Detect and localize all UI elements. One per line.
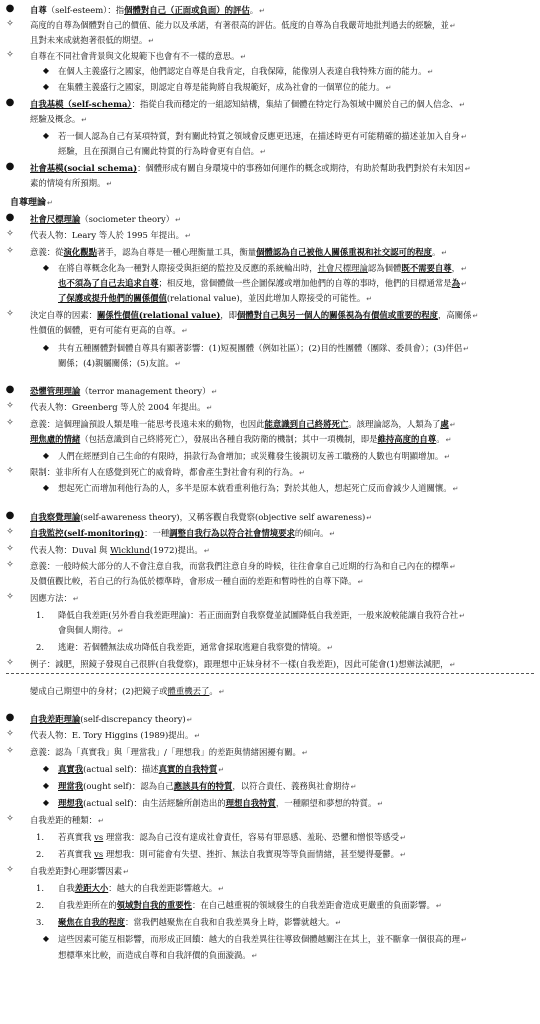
paragraph-mark-icon: ↵ (206, 404, 213, 412)
paragraph-mark-icon: ↵ (81, 116, 88, 124)
text-run: 想起死亡而增加利他行為的人，多半是原本就看重利他行為；對於其他人，想起死亡反而會減少人道關懷。 (58, 483, 452, 493)
text-line (30, 545, 210, 556)
text-line (58, 66, 433, 77)
text-line (30, 528, 335, 539)
paragraph-mark-icon: ↵ (449, 421, 456, 429)
text-line (58, 781, 357, 792)
bullet-star-icon: ✧ (6, 19, 14, 29)
text-run: 個體對自己（正面或負面）的評估 (124, 5, 250, 15)
bullet-diamond-icon: ◆ (42, 343, 50, 352)
paragraph-mark-icon: ↵ (211, 388, 218, 396)
text-line (30, 815, 104, 826)
paragraph-mark-icon: ↵ (463, 345, 469, 353)
paragraph-mark-icon: ↵ (461, 265, 467, 273)
section-divider (6, 673, 534, 674)
text-line (58, 798, 383, 809)
text-run: 意義：這個理論預設人類是唯一能思考長遠未來的動物，也因此 (30, 419, 265, 429)
paragraph-mark-icon: ↵ (240, 53, 247, 61)
text-line (58, 293, 372, 304)
text-run: 理想自我特質 (225, 798, 276, 808)
text-run: ， (451, 263, 460, 273)
text-line (30, 593, 79, 604)
text-run: 社會基模(social schema) (30, 163, 138, 173)
paragraph-mark-icon: ↵ (400, 834, 406, 842)
text-run: (self-awareness theory)，又稱客觀自我覺察(objective self awareness) (80, 512, 366, 522)
text-line (58, 934, 467, 945)
text-run: 代表人物：Leary 等人於 1995 年提出。 (30, 230, 185, 240)
text-line (30, 686, 225, 697)
text-run: 自我差距理論 (30, 714, 81, 724)
text-run: 。 (209, 686, 218, 696)
paragraph-mark-icon: ↵ (203, 547, 210, 555)
paragraph-mark-icon: ↵ (194, 732, 201, 740)
text-run: （sociometer theory） (80, 214, 175, 224)
text-run: 自我差距的種類： (30, 815, 97, 825)
paragraph-mark-icon: ↵ (329, 530, 336, 538)
text-run: ：一種 (144, 528, 170, 538)
text-run: 且對未來成就抱著很低的期望。 (30, 35, 148, 45)
text-line (30, 114, 87, 125)
text-run: 自我差距對心理影響因素 (30, 866, 123, 876)
bullet-star-icon: ✧ (6, 229, 14, 239)
text-line (58, 343, 469, 354)
paragraph-mark-icon: ↵ (181, 327, 188, 335)
text-line (58, 610, 465, 621)
paragraph-mark-icon: ↵ (452, 485, 459, 493)
text-run: 例子：減肥，照鏡子發現自己很胖(自我覺察)，跟理想中正妹身材不一樣(自我差距)，因此可能會(1)想辦法減肥， (30, 659, 449, 669)
text-run: 共有五種團體對個體自尊具有顯著影響：(1)短視團體（例如社區）；(2)目的性團體（團隊、委員會）；(3)伴侶 (58, 343, 463, 353)
text-line (30, 51, 246, 62)
text-run: 個體對自己與另一個人的關係視為有價值或重要的程度 (237, 310, 439, 320)
text-run: 意義：一般時候大部分的人不會注意自我，而當我們注意自身的時候，往往會拿自己近期的行為和自己內在的標準 (30, 561, 449, 571)
bullet-star-icon: ✧ (6, 527, 14, 537)
text-run: 理當我：認為自己沒有達成社會責任，容易有罪惡感、羞恥、恐懼和憎恨等感受 (103, 832, 399, 842)
bullet-dot-icon: ● (5, 384, 15, 395)
paragraph-mark-icon: ↵ (47, 199, 53, 207)
text-run: 理想我 (58, 798, 84, 808)
text-line (30, 419, 456, 430)
paragraph-mark-icon: ↵ (350, 783, 357, 791)
text-line (30, 230, 191, 241)
text-line (30, 325, 188, 336)
paragraph-mark-icon: ↵ (218, 766, 225, 774)
paragraph-mark-icon: ↵ (366, 295, 373, 303)
text-run: 演化觀點 (63, 247, 97, 257)
paragraph-mark-icon: ↵ (472, 312, 479, 320)
paragraph-mark-icon: ↵ (427, 68, 434, 76)
bullet-diamond-icon: ◆ (42, 263, 50, 272)
paragraph-mark-icon: ↵ (98, 817, 104, 825)
bullet-star-icon: ✧ (6, 309, 14, 319)
text-run: 關係性價值(relational value) (97, 310, 221, 320)
text-run: 經驗，且在預測自己有關此特質的行為時會更有自信。 (58, 146, 259, 156)
text-line (58, 832, 406, 843)
text-line (30, 35, 154, 46)
bullet-diamond-icon: ◆ (42, 764, 50, 773)
text-run: 。 (432, 247, 441, 257)
list-number: 1. (36, 883, 44, 893)
paragraph-mark-icon: ↵ (435, 902, 442, 910)
paragraph-mark-icon: ↵ (174, 360, 181, 368)
paragraph-mark-icon: ↵ (449, 661, 456, 669)
paragraph-mark-icon: ↵ (357, 578, 364, 586)
text-run: 素的情境有所預期。 (30, 178, 106, 188)
text-line (30, 20, 456, 31)
text-run: 經驗及概念。 (30, 114, 81, 124)
text-run: 在將自尊概念化為一種對人際接受與拒絕的監控及反應的系統輪出時， (58, 263, 318, 273)
text-run: 會與個人期待。 (58, 625, 117, 635)
list-number: 1. (36, 832, 44, 842)
text-line (58, 263, 467, 274)
text-run: ，即 (220, 310, 238, 320)
bullet-dot-icon: ● (5, 212, 15, 223)
text-run: 的傾向。 (294, 528, 329, 538)
text-run: (self-discrepancy theory) (80, 714, 186, 724)
bullet-star-icon: ✧ (6, 401, 14, 411)
text-run: 能意識到自己終將死亡 (264, 419, 349, 429)
paragraph-mark-icon: ↵ (327, 644, 333, 652)
list-number: 1. (36, 610, 44, 620)
paragraph-mark-icon: ↵ (117, 627, 124, 635)
text-line (30, 561, 456, 572)
bullet-star-icon: ✧ (6, 418, 14, 428)
text-line (30, 659, 455, 670)
text-line (30, 386, 217, 397)
paragraph-mark-icon: ↵ (459, 101, 466, 109)
text-run: 社會尺標理論 (317, 263, 368, 273)
text-line (30, 512, 372, 523)
bullet-dot-icon: ● (5, 97, 15, 108)
text-line (58, 278, 467, 289)
text-run: 性價值的個體，更有可能有更高的自尊。 (30, 325, 181, 335)
text-line (30, 730, 200, 741)
bullet-star-icon: ✧ (6, 729, 14, 739)
paragraph-mark-icon: ↵ (335, 919, 342, 927)
text-run: ，高關係 (438, 310, 472, 320)
paragraph-mark-icon: ↵ (185, 232, 191, 240)
bullet-star-icon: ✧ (6, 658, 14, 668)
paragraph-mark-icon: ↵ (72, 595, 79, 603)
bullet-diamond-icon: ◆ (42, 82, 50, 91)
text-run: ：當我們越聚焦在自我和自我差異身上時，影響就越大。 (125, 917, 335, 927)
text-line (58, 131, 467, 142)
bullet-star-icon: ✧ (6, 50, 14, 60)
list-number: 2. (36, 642, 44, 652)
text-run: （包括意識到自己終將死亡），發展出各種自我防衛的機制；其中一項機制，即是 (80, 434, 378, 444)
text-run: ：越大的自我差距影響越大。 (108, 883, 218, 893)
text-line (58, 900, 442, 911)
text-line (30, 99, 465, 110)
bullet-diamond-icon: ◆ (42, 781, 50, 790)
text-run: ，以符合責任、義務與社會期待 (232, 781, 350, 791)
text-run: 為 (451, 278, 460, 288)
text-run: 高度的自尊為個體對自己的價值、能力以及承諾，有著很高的評估。低度的自尊為自我嚴苛地批判過去的經驗，並 (30, 20, 449, 30)
text-run: 理焦慮的情緒 (30, 434, 81, 444)
text-run: 變成自己期望中的身材；(2)把鏡子或 (30, 686, 168, 696)
text-line (30, 214, 181, 225)
text-run: 想標準來比較，而造成自尊和自我評價的負面漩渦。 (58, 950, 251, 960)
paragraph-mark-icon: ↵ (459, 612, 466, 620)
text-run: ；相反地，當個體做一些企圖保護或增加他們的自尊的事時，他們的目標通常是 (158, 278, 452, 288)
text-run: 自尊在不同社會背景與文化規範下也會有不一樣的意思。 (30, 51, 240, 61)
text-run: 若真實我 (58, 832, 95, 842)
text-run: 自尊 (30, 5, 47, 15)
list-number: 2. (36, 900, 44, 910)
bullet-star-icon: ✧ (6, 246, 14, 256)
paragraph-mark-icon: ↵ (400, 851, 406, 859)
text-line (58, 883, 224, 894)
text-line (58, 146, 266, 157)
paragraph-mark-icon: ↵ (444, 453, 451, 461)
paragraph-mark-icon: ↵ (461, 133, 467, 141)
bullet-dot-icon: ● (5, 3, 15, 14)
text-line (58, 358, 181, 369)
paragraph-mark-icon: ↵ (218, 688, 225, 696)
text-run: 人們在經歷到自己生命的有限時，捐款行為會增加；或災難發生後親切友善工職務的人數也有明顯增加。 (58, 451, 444, 461)
text-run: (ought self)：認為自己 (83, 781, 174, 791)
text-line (30, 178, 112, 189)
text-line (30, 5, 265, 16)
text-run: 維持高度的自尊 (377, 434, 437, 444)
text-run: 著手，認為自尊是一種心理衡量工具，衡量 (97, 247, 257, 257)
bullet-star-icon: ✧ (6, 865, 14, 875)
text-run: 若真實我 (58, 849, 95, 859)
paragraph-mark-icon: ↵ (366, 514, 373, 522)
text-line (10, 197, 53, 209)
bullet-diamond-icon: ◆ (42, 483, 50, 492)
text-run: 自我基模（self-schema） (30, 99, 132, 109)
bullet-diamond-icon: ◆ (42, 934, 50, 943)
text-run: 體重機丟了 (167, 686, 210, 696)
text-run: （terror management theory） (80, 386, 211, 396)
text-run: 。該理論認為，人類為了 (348, 419, 441, 429)
text-line (58, 451, 450, 462)
text-run: 差距大小 (74, 883, 109, 893)
section-heading: 自尊理論 (10, 198, 47, 208)
text-run: vs (94, 849, 104, 859)
paragraph-mark-icon: ↵ (445, 436, 452, 444)
text-run: ：個體形成有關自身環境中的事務如何運作的概念或期待，有助於幫助我們對於有未知因 (137, 163, 464, 173)
bullet-diamond-icon: ◆ (42, 798, 50, 807)
text-run: vs (94, 832, 104, 842)
text-run: 決定自尊的因素： (30, 310, 97, 320)
text-run: 在個人主義盛行之國家，他們認定自尊是自我肯定，自我保障，能像別人表達自我特殊方面的能力。 (58, 66, 427, 76)
text-run: 若一個人認為自己有某項特質，對有關此特質之領域會反應更迅速，在描述時更有可能精確的描述並加入自身 (58, 131, 460, 141)
text-run: 理當我 (58, 781, 84, 791)
bullet-diamond-icon: ◆ (42, 66, 50, 75)
text-run: 應該具有的特質 (173, 781, 233, 791)
text-run: 自我監控(self-monitoring) (30, 528, 145, 538)
paragraph-mark-icon: ↵ (385, 84, 392, 92)
text-line (58, 642, 333, 653)
text-run: 社會尺標理論 (30, 214, 81, 224)
text-run: （self-esteem）：指 (46, 5, 125, 15)
text-run: 。 (436, 434, 445, 444)
bullet-star-icon: ✧ (6, 746, 14, 756)
text-line (30, 163, 471, 174)
text-run: 處 (440, 419, 449, 429)
text-run: (actual self)：描述 (83, 764, 159, 774)
text-run: 在集體主義盛行之國家，則認定自尊是能夠將自我規範好，成為社會的一個單位的能力。 (58, 82, 385, 92)
text-run: 。 (249, 5, 259, 15)
text-run: 代表人物：Greenberg 等人於 2004 年提出。 (30, 402, 206, 412)
text-run: 意義：認為「真實我」與「理當我」/「理想我」的差距與情緒困擾有關。 (30, 747, 301, 757)
text-run: ，一種願望和夢想的特質。 (275, 798, 377, 808)
text-run: 這些因素可能互相影響，而形成正回饋：越大的自我差異往往導致個體越關注在其上，並不斷拿一個很高的理 (58, 934, 460, 944)
text-run: 及價值觀比較，若自己的行為低於標準時，會形成一種自面的差距和暫時性的自尊下降。 (30, 576, 357, 586)
paragraph-mark-icon: ↵ (186, 716, 193, 724)
paragraph-mark-icon: ↵ (461, 280, 467, 288)
text-run: 恐懼管理理論 (30, 386, 81, 396)
text-run: 領域對自我的重要性 (116, 900, 192, 910)
paragraph-mark-icon: ↵ (148, 37, 155, 45)
text-line (30, 714, 193, 725)
paragraph-mark-icon: ↵ (260, 148, 266, 156)
text-run: 理想我：則可能會有失望、挫折、無法自我實現等等負面情緒，甚至變得憂鬱。 (103, 849, 399, 859)
text-run: 自我 (58, 883, 75, 893)
paragraph-mark-icon: ↵ (464, 165, 471, 173)
bullet-star-icon: ✧ (6, 544, 14, 554)
text-run: 也不須為了自己去追求自尊 (58, 278, 159, 288)
bullet-star-icon: ✧ (6, 466, 14, 476)
text-run: 限制：並非所有人在感覺到死亡的威脅時，都會產生對社會有利的行為。 (30, 467, 298, 477)
text-run: 個體認為自己被他人關係重視和社交認可的程度 (256, 247, 432, 257)
text-line (58, 82, 392, 93)
text-line (30, 866, 129, 877)
text-run: 降低自我差距(另外看自我差距理論)：若正面面對自我察覺並試圖降低自我差距，一般來說較能讓自我符合社 (58, 610, 459, 620)
bullet-star-icon: ✧ (6, 592, 14, 602)
text-run: ：指從自我而穩定的一組認知結構，集結了個體在特定行為領域中關於自己的個人信念、 (131, 99, 459, 109)
bullet-star-icon: ✧ (6, 560, 14, 570)
text-line (58, 950, 258, 961)
text-run: ：在自己越重視的領域發生的自我差距會造成更嚴重的負面影響。 (192, 900, 435, 910)
bullet-diamond-icon: ◆ (42, 451, 50, 460)
list-number: 3. (36, 917, 44, 927)
text-run: 逃避：若個體無法成功降低自我差距，通常會採取逃避自我察覺的情境。 (58, 642, 326, 652)
text-run: 因應方法： (30, 593, 72, 603)
text-run: 既不需要自尊 (401, 263, 452, 273)
paragraph-mark-icon: ↵ (106, 180, 113, 188)
paragraph-mark-icon: ↵ (441, 249, 448, 257)
text-run: 關係；(4)親屬關係；(5)友誼。 (58, 358, 174, 368)
paragraph-mark-icon: ↵ (449, 22, 456, 30)
text-run: (actual self)：由生活經驗所創造出的 (83, 798, 226, 808)
paragraph-mark-icon: ↵ (175, 216, 182, 224)
text-run: 代表人物：Duval 與 (30, 545, 111, 555)
text-line (58, 764, 224, 775)
paragraph-mark-icon: ↵ (299, 469, 305, 477)
paragraph-mark-icon: ↵ (301, 749, 308, 757)
paragraph-mark-icon: ↵ (461, 936, 467, 944)
text-line (58, 483, 459, 494)
paragraph-mark-icon: ↵ (259, 7, 265, 15)
text-line (30, 576, 364, 587)
text-line (30, 747, 308, 758)
text-run: (relational value)，並因此增加人際接受的可能性。 (166, 293, 366, 303)
bullet-diamond-icon: ◆ (42, 131, 50, 140)
text-run: 代表人物：E. Tory Higgins (1989)提出。 (30, 730, 194, 740)
text-run: 調整自我行為以符合社會情境要求 (169, 528, 295, 538)
text-run: 意義：從 (30, 247, 64, 257)
text-line (58, 849, 406, 860)
text-run: Wicklund (110, 545, 150, 555)
paragraph-mark-icon: ↵ (377, 800, 384, 808)
paragraph-mark-icon: ↵ (123, 868, 129, 876)
text-run: 真實我 (58, 764, 84, 774)
text-run: 自我差距所在的 (58, 900, 117, 910)
paragraph-mark-icon: ↵ (251, 952, 258, 960)
bullet-dot-icon: ● (5, 161, 15, 172)
text-run: 自我察覺理論 (30, 512, 81, 522)
text-line (30, 402, 212, 413)
paragraph-mark-icon: ↵ (218, 885, 224, 893)
text-run: 聚焦在自我的程度 (58, 917, 125, 927)
text-line (30, 467, 305, 478)
text-run: 了保護或提升他們的關係價值 (58, 293, 167, 303)
text-line (30, 247, 447, 258)
text-line (30, 434, 451, 445)
text-run: 真實的自我特質 (158, 764, 218, 774)
bullet-star-icon: ✧ (6, 814, 14, 824)
text-line (58, 625, 124, 636)
bullet-dot-icon: ● (5, 510, 15, 521)
paragraph-mark-icon: ↵ (449, 563, 456, 571)
text-run: (1972)提出。 (149, 545, 203, 555)
text-line (30, 310, 478, 321)
text-run: 認為個體 (367, 263, 402, 273)
list-number: 2. (36, 849, 44, 859)
bullet-dot-icon: ● (5, 712, 15, 723)
text-line (58, 917, 341, 928)
